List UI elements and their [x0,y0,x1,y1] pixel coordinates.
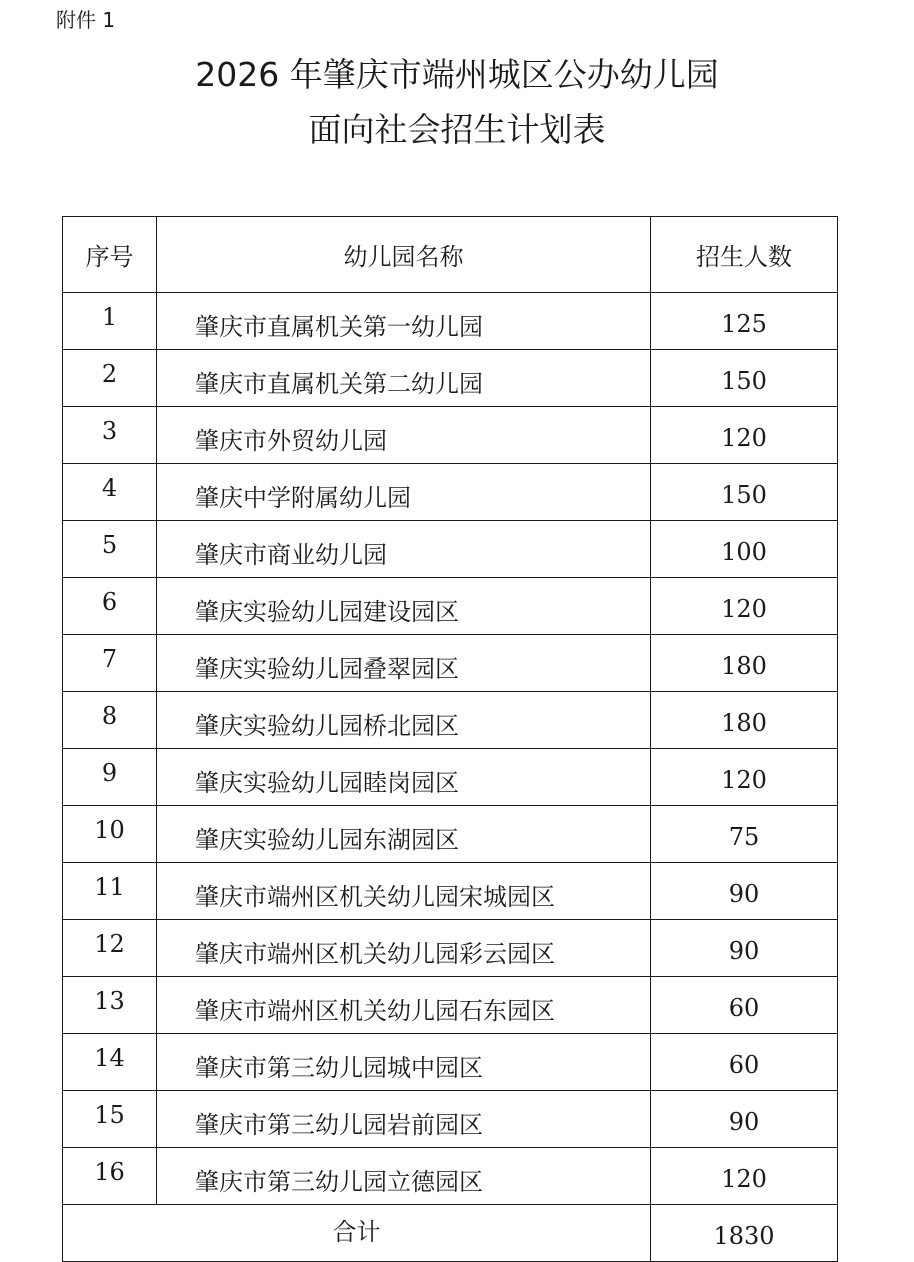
table-row [63,863,838,920]
row-enrollment-count: 120 [651,578,838,635]
table-body [63,293,838,1205]
table-row [63,1091,838,1148]
row-index: 3 [63,407,157,464]
row-kindergarten-name: 肇庆实验幼儿园睦岗园区 [157,749,651,806]
row-index: 12 [63,920,157,977]
row-enrollment-count: 75 [651,806,838,863]
row-kindergarten-name: 肇庆市端州区机关幼儿园石东园区 [157,977,651,1034]
row-kindergarten-name: 肇庆市外贸幼儿园 [157,407,651,464]
row-index: 7 [63,635,157,692]
row-kindergarten-name: 肇庆市直属机关第二幼儿园 [157,350,651,407]
table-row [63,635,838,692]
row-kindergarten-name: 肇庆市商业幼儿园 [157,521,651,578]
row-index: 16 [63,1148,157,1205]
table-row [63,350,838,407]
row-enrollment-count: 180 [651,635,838,692]
row-enrollment-count: 120 [651,407,838,464]
row-kindergarten-name: 肇庆市第三幼儿园立德园区 [157,1148,651,1205]
header-index: 序号 [63,217,157,293]
row-enrollment-count: 90 [651,1091,838,1148]
row-index: 1 [63,293,157,350]
header-enrollment-count: 招生人数 [651,217,838,293]
row-kindergarten-name: 肇庆中学附属幼儿园 [157,464,651,521]
row-kindergarten-name: 肇庆实验幼儿园桥北园区 [157,692,651,749]
row-index: 10 [63,806,157,863]
row-enrollment-count: 90 [651,920,838,977]
row-enrollment-count: 125 [651,293,838,350]
table-row [63,1148,838,1205]
row-enrollment-count: 60 [651,1034,838,1091]
row-index: 8 [63,692,157,749]
row-kindergarten-name: 肇庆实验幼儿园建设园区 [157,578,651,635]
table-row [63,1034,838,1091]
row-enrollment-count: 90 [651,863,838,920]
table-row [63,806,838,863]
total-count: 1830 [651,1205,838,1262]
row-index: 6 [63,578,157,635]
row-enrollment-count: 60 [651,977,838,1034]
table-row [63,977,838,1034]
row-index: 15 [63,1091,157,1148]
table-row [63,692,838,749]
row-kindergarten-name: 肇庆市端州区机关幼儿园彩云园区 [157,920,651,977]
row-kindergarten-name: 肇庆市第三幼儿园城中园区 [157,1034,651,1091]
attachment-label: 附件 1 [56,8,116,32]
table-row [63,521,838,578]
row-index: 14 [63,1034,157,1091]
total-row [63,1205,838,1262]
row-index: 9 [63,749,157,806]
table-row [63,464,838,521]
row-kindergarten-name: 肇庆实验幼儿园叠翠园区 [157,635,651,692]
table-row [63,578,838,635]
table-row [63,749,838,806]
row-enrollment-count: 150 [651,464,838,521]
row-index: 11 [63,863,157,920]
document-title-line2: 面向社会招生计划表 [308,110,606,149]
row-enrollment-count: 100 [651,521,838,578]
row-enrollment-count: 120 [651,1148,838,1205]
table-header-row [63,217,838,293]
header-kindergarten-name: 幼儿园名称 [157,217,651,293]
row-enrollment-count: 180 [651,692,838,749]
row-index: 5 [63,521,157,578]
row-enrollment-count: 120 [651,749,838,806]
row-kindergarten-name: 肇庆市直属机关第一幼儿园 [157,293,651,350]
total-label: 合计 [63,1205,651,1262]
row-kindergarten-name: 肇庆市第三幼儿园岩前园区 [157,1091,651,1148]
table-row [63,293,838,350]
row-index: 4 [63,464,157,521]
row-kindergarten-name: 肇庆实验幼儿园东湖园区 [157,806,651,863]
document-title-line1: 2026 年肇庆市端州城区公办幼儿园 [195,55,719,94]
table-row [63,407,838,464]
row-index: 13 [63,977,157,1034]
row-kindergarten-name: 肇庆市端州区机关幼儿园宋城园区 [157,863,651,920]
table-row [63,920,838,977]
row-index: 2 [63,350,157,407]
enrollment-plan-table [62,216,838,1262]
row-enrollment-count: 150 [651,350,838,407]
